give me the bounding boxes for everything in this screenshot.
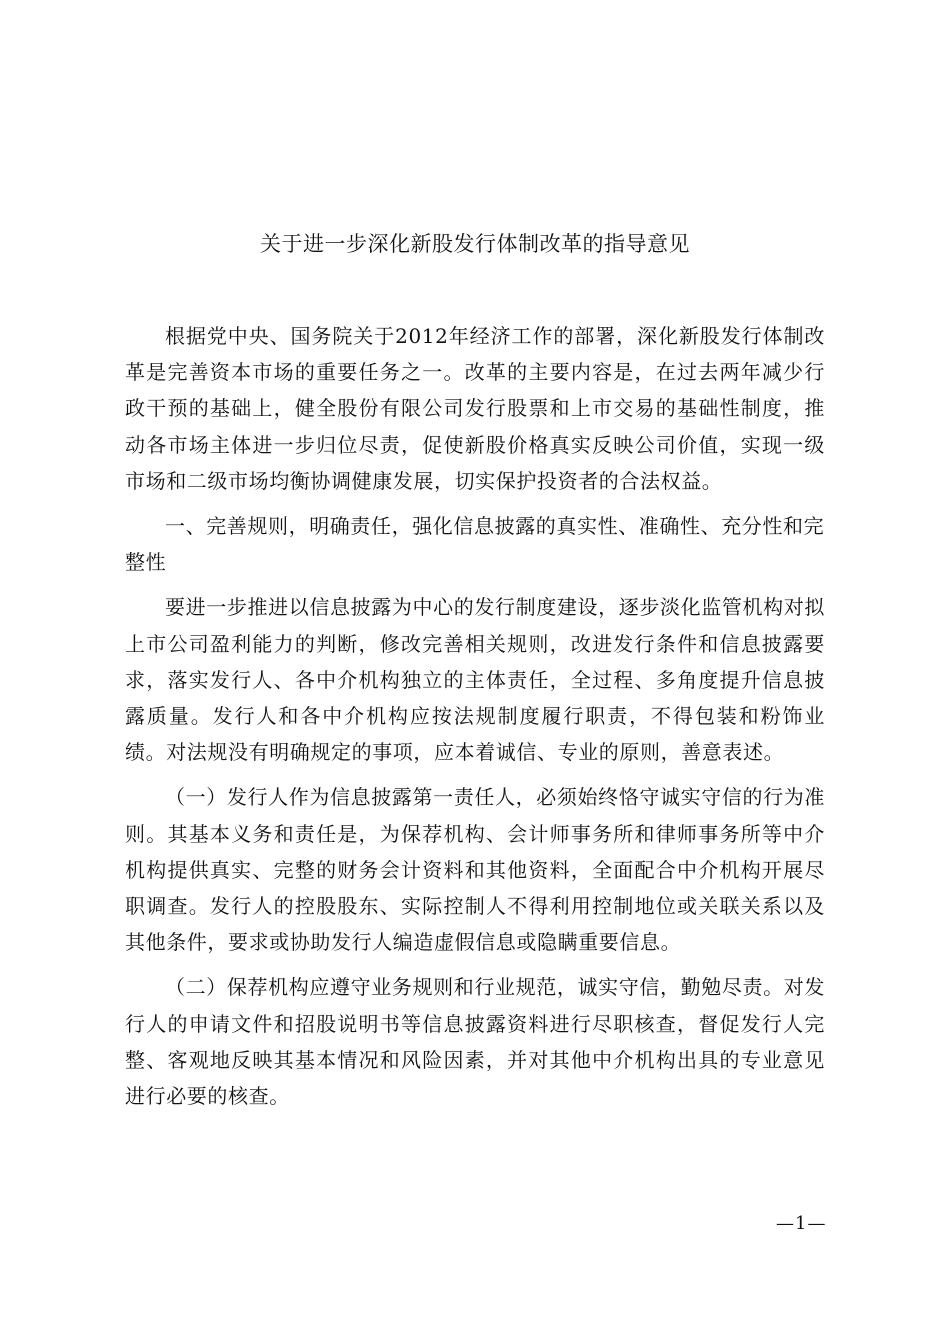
section-heading-1: 一、完善规则，明确责任，强化信息披露的真实性、准确性、充分性和完整性 xyxy=(125,514,825,575)
page-number: —1— xyxy=(776,1213,827,1234)
item-2-paragraph: （二）保荐机构应遵守业务规则和行业规范，诚实守信，勤勉尽责。对发行人的申请文件和招股说明书等信息披露资料进行尽职核查，督促发行人完整、客观地反映其基本情况和风险因素，并对其他中介机构出具的专业意见进行必要的核查。 xyxy=(125,975,825,1109)
document-title: 关于进一步深化新股发行体制改革的指导意见 xyxy=(260,232,690,256)
intro-paragraph: 根据党中央、国务院关于2012年经济工作的部署，深化新股发行体制改革是完善资本市场的重要任务之一。改革的主要内容是，在过去两年减少行政干预的基础上，健全股份有限公司发行股票和上市交易的基础性制度，推动各市场主体进一步归位尽责，促使新股价格真实反映公司价值，实现一级市场和二级市场均衡协调健康发展，切实保护投资者的合法权益。 xyxy=(125,324,825,493)
section-1-paragraph: 要进一步推进以信息披露为中心的发行制度建设，逐步淡化监管机构对拟上市公司盈利能力的判断，修改完善相关规则，改进发行条件和信息披露要求，落实发行人、各中介机构独立的主体责任，全过程、多角度提升信息披露质量。发行人和各中介机构应按法规制度履行职责，不得包装和粉饰业绩。对法规没有明确规定的事项，应本着诚信、专业的原则，善意表述。 xyxy=(125,595,825,765)
item-1-paragraph: （一）发行人作为信息披露第一责任人，必须始终恪守诚实守信的行为准则。其基本义务和责任是，为保荐机构、会计师事务所和律师事务所等中介机构提供真实、完整的财务会计资料和其他资料，全面配合中介机构开展尽职调查。发行人的控股股东、实际控制人不得利用控制地位或关联关系以及其他条件，要求或协助发行人编造虚假信息或隐瞒重要信息。 xyxy=(125,785,825,955)
document-body xyxy=(125,318,825,1114)
